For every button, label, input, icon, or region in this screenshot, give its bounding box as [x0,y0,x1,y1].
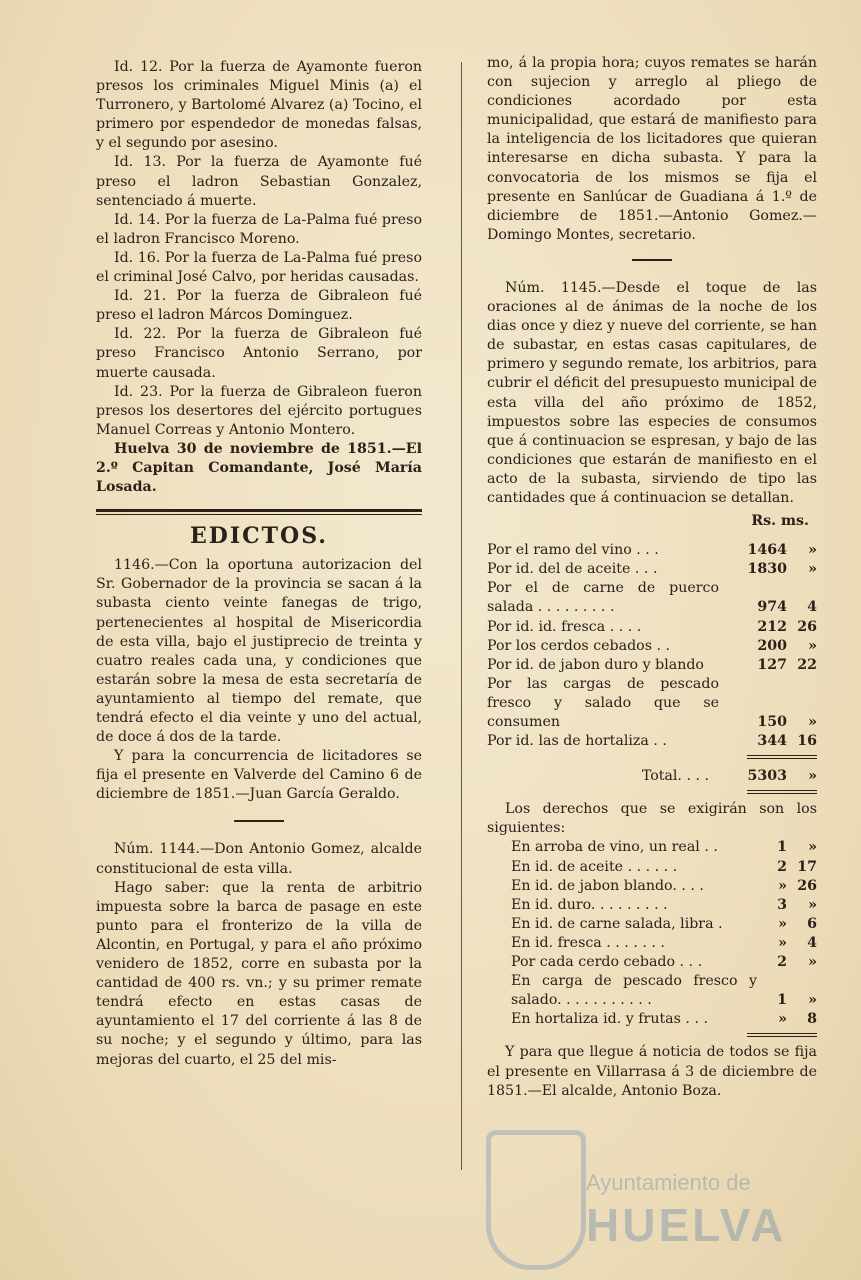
separator [632,259,672,261]
derecho-label: En carga de pescado fresco y salado. . . . . . . . . . . [511,973,757,1009]
derecho-row [487,972,817,1010]
derecho-ms: » [808,992,817,1009]
table-row [487,541,817,560]
derecho-label: En id. fresca . . . . . . . [511,934,665,951]
derecho-rs: 1 [777,992,787,1009]
table-row [487,675,817,732]
table-row [487,579,817,617]
derecho-rs: » [778,1011,787,1028]
derecho-ms: 6 [807,915,817,932]
row-label: Por el ramo del vino . . . [487,542,659,559]
edict-1146-close: Y para la concurrencia de licitadores se fija el presente en Valverde del Camino 6 de diciembre de 1851.—Juan García Geraldo. [96,748,422,803]
entry-14: Id. 14. Por la fuerza de La-Palma fué preso el ladron Francisco Moreno. [96,211,422,247]
separator [234,820,284,822]
column-divider [461,62,462,1170]
derecho-rs: 2 [777,954,787,971]
row-label: Por id. id. fresca . . . . [487,618,642,635]
table-row [487,637,817,656]
row-label: Por el de carne de puerco salada . . . . . . . . . [487,580,719,616]
watermark-small-text: Ayuntamiento de [586,1170,751,1195]
entry-23: Id. 23. Por la fuerza de Gibraleon fueron presos los desertores del ejército portugues Manuel Correas y Antonio Montero. [96,383,422,438]
table-row [487,656,817,675]
row-ms: » [808,561,817,578]
watermark [486,1090,816,1270]
derecho-row [487,915,817,934]
derecho-ms: 4 [807,934,817,951]
derecho-row [487,877,817,896]
entry-21: Id. 21. Por la fuerza de Gibraleon fué preso el ladron Márcos Dominguez. [96,288,422,324]
derecho-ms: 8 [807,1011,817,1028]
derecho-rs: 1 [777,839,787,856]
table-row [487,560,817,579]
derechos-rule [747,1033,817,1037]
section-rule-thin [96,514,422,515]
row-rs: 344 [757,733,787,750]
derecho-ms: » [808,839,817,856]
derecho-rs: 2 [777,858,787,875]
derecho-rs: » [778,915,787,932]
section-title: EDICTOS. [190,523,328,550]
derecho-rs: 3 [777,896,787,913]
derecho-ms: » [808,896,817,913]
table-header: Rs. ms. [751,513,809,530]
derecho-row [487,953,817,972]
edict-1144-body: Hago saber: que la renta de arbitrio impuesta sobre la barca de pasage en este punto para el fronterizo de la villa de Alcontin, en Portugal, y para el año próximo venidero de 1852, corre en subasta por la cantidad de 400 rs. vn.; y su primer remate tendrá efecto en estas casas de ayuntamiento el 17 del corriente á las 8 de su noche; y el segundo y último, para las mejoras del cuarto, el 25 del mis- [96,879,422,1068]
total-row [487,767,817,786]
row-rs: 212 [757,618,787,635]
row-rs: 1464 [747,542,787,559]
row-label: Por id. del de aceite . . . [487,561,658,578]
table-row [487,732,817,751]
derecho-rs: » [778,877,787,894]
derecho-ms: 17 [797,858,817,875]
row-ms: » [808,714,817,730]
derecho-label: En id. duro. . . . . . . . . [511,896,668,913]
row-ms: » [808,637,817,654]
row-rs: 1830 [747,561,787,578]
edict-1146: 1146.—Con la oportuna autorizacion del Sr. Gobernador de la provincia se sacan á la subasta ciento veinte fanegas de trigo, pertenecientes al hospital de Misericordia de esta villa, bajo el justiprecio de treinta y cuatro reales cada una, y condiciones que estarán sobre la mesa de esta secretaría de ayuntamiento al tiempo del remate, que tendrá efecto el dia veinte y uno del actual, de doce á dos de la tarde. [96,557,422,746]
row-label: Por las cargas de pescado fresco y salado que se consumen [487,675,719,730]
entry-22: Id. 22. Por la fuerza de Gibraleon fué preso Francisco Antonio Serrano, por muerte causada. [96,326,422,381]
row-label: Por id. las de hortaliza . . [487,733,667,750]
derecho-ms: » [808,954,817,971]
row-ms: 22 [797,656,817,673]
derechos-table [487,838,817,1037]
total-rs: 5303 [747,768,787,785]
row-rs: 127 [757,656,787,673]
derecho-row [487,934,817,953]
derecho-label: En id. de carne salada, libra . [511,915,723,932]
row-label: Por id. de jabon duro y blando [487,656,704,673]
watermark-big-text: HUELVA [586,1199,787,1251]
row-rs: 150 [757,714,787,730]
total-rule-bottom [747,790,817,794]
entry-16: Id. 16. Por la fuerza de La-Palma fué preso el criminal José Calvo, por heridas causadas. [96,249,422,286]
derecho-label: Por cada cerdo cebado . . . [511,954,703,971]
row-ms: 26 [797,618,817,635]
row-label: Por los cerdos cebados . . [487,637,671,654]
derecho-ms: 26 [797,877,817,894]
signature-losada: Huelva 30 de noviembre de 1851.—El 2.º Capitan Comandante, José María Losada. [96,440,422,496]
entry-12: Id. 12. Por la fuerza de Ayamonte fueron presos los criminales Miguel Minis (a) el Turronero, y Bartolomé Alvarez (a) Tocino, el primero por espendedor de monedas falsas, y el segundo por asesino. [96,59,422,152]
derecho-label: En hortaliza id. y frutas . . . [511,1011,708,1028]
row-rs: 974 [757,599,787,616]
edict-1144-continued: mo, á la propia hora; cuyos remates se harán con sujecion y arreglo al pliego de condiciones acordado por esta municipalidad, que estará de manifiesto para la inteligencia de los licitadores que quieran interesarse en dicha subasta. Y para la convocatoria de los mismos se fija el presente en Sanlúcar de Guadiana á 1.º de diciembre de 1851.—Antonio Gomez.—Domingo Montes, secretario. [487,55,817,243]
closing-villarrasa: Y para que llegue á noticia de todos se fija el presente en Villarrasa á 3 de diciembre de 1851.—El alcalde, Antonio Boza. [487,1044,817,1099]
derecho-row [487,1010,817,1029]
derecho-rs: » [778,934,787,951]
derecho-label: En arroba de vino, un real . . [511,839,718,856]
derecho-row [487,858,817,877]
total-label: Total. . . . [641,768,709,785]
shield-icon [486,1130,586,1270]
derecho-row [487,838,817,857]
derecho-row [487,896,817,915]
derecho-label: En id. de jabon blando. . . . [511,877,704,894]
arbitrios-table [487,541,817,794]
section-rule-thick [96,509,422,512]
edict-1145: Núm. 1145.—Desde el toque de las oraciones al de ánimas de la noche de los dias once y diez y nueve del corriente, se han de subastar, en estas casas capitulares, de primero y segundo remate, los arbitrios, para cubrir el déficit del presupuesto municipal de esta villa del año próximo de 1852, impuestos sobre las especies de consumos que á continuacion se espresan, y bajo de las condiciones que estarán de manifiesto en el acto de la subasta, sirviendo de tipo las cantidades que á continuacion se detallan. [487,279,817,506]
row-ms: » [808,542,817,559]
derechos-intro: Los derechos que se exigirán son los siguientes: [487,801,817,837]
left-column [96,58,422,1070]
right-column [487,54,817,1101]
total-ms: » [808,768,817,785]
row-ms: 4 [807,599,817,616]
edict-1144-head: Núm. 1144.—Don Antonio Gomez, alcalde constitucional de esta villa. [96,841,422,877]
entry-13: Id. 13. Por la fuerza de Ayamonte fué preso el ladron Sebastian Gonzalez, sentenciado á muerte. [96,154,422,209]
table-row [487,618,817,637]
total-rule [747,755,817,759]
row-ms: 16 [797,733,817,750]
row-rs: 200 [757,637,787,654]
derecho-label: En id. de aceite . . . . . . [511,858,678,875]
